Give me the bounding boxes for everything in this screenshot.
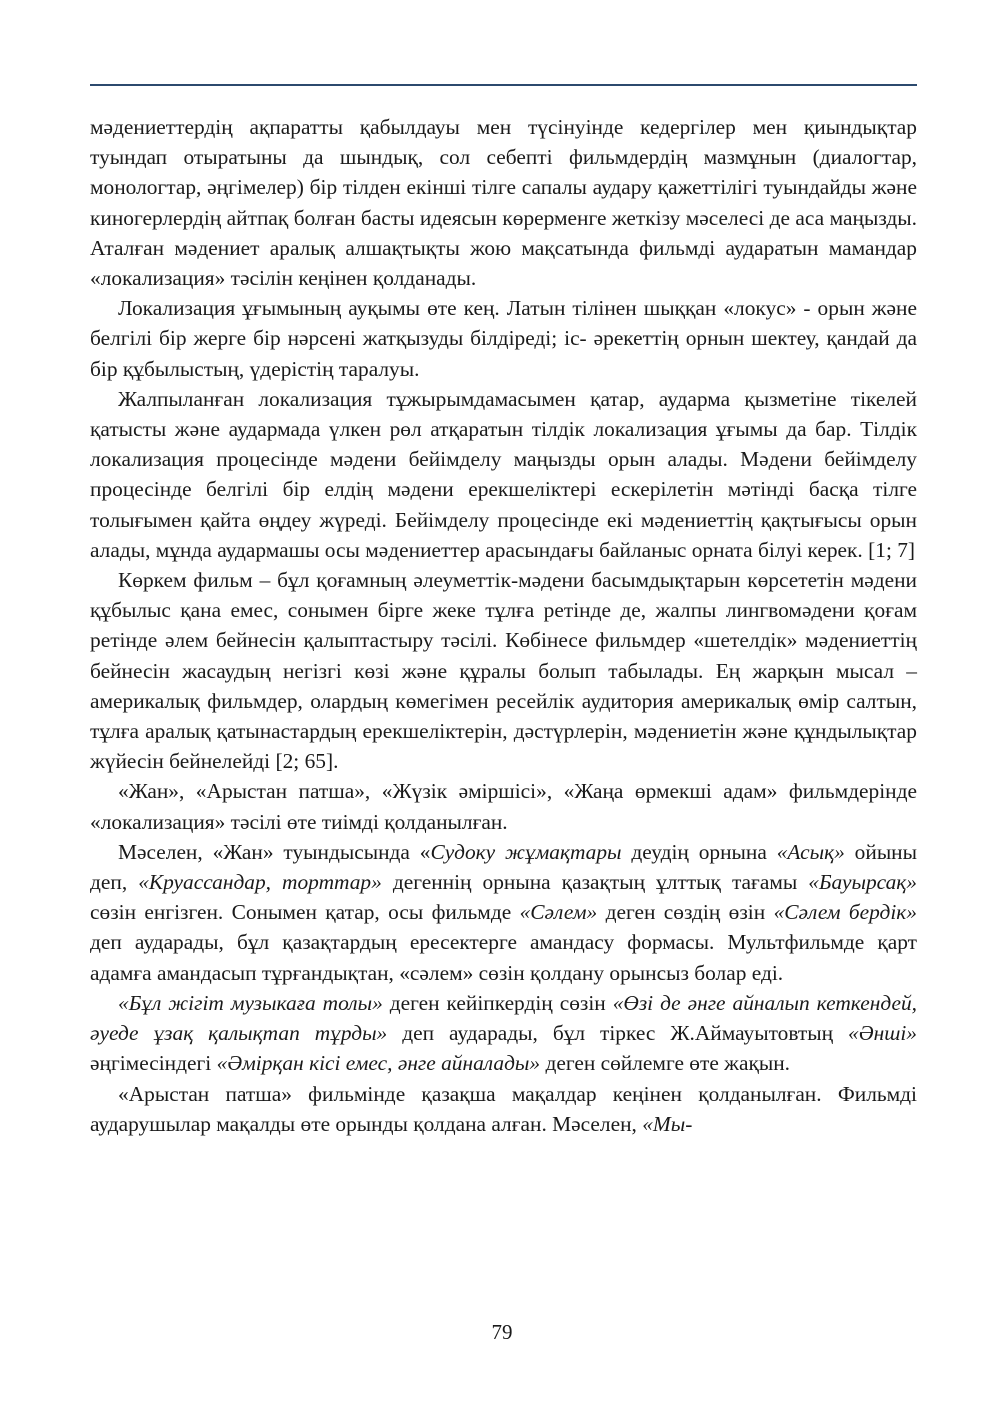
paragraph	[90, 1079, 917, 1139]
text-segment: деп аударады, бұл тіркес Ж.Аймауытовтың	[387, 1021, 849, 1046]
text-segment: ойыны деп,	[90, 839, 918, 895]
body-text	[90, 112, 917, 1139]
text-segment: Локализация ұғымының ауқымы өте кең. Латын тілінен шыққан «локус» - орын және белгілі бір жерге бір нәрсені жатқызуды білдіреді; іс- әрекеттің орнын шектеу, қандай да бір құбылыстың, үдерістің таралуы.	[90, 296, 917, 381]
text-segment: «Арыстан патша» фильмінде қазақша мақалдар кеңінен қолданылған. Фильмді аударушылар мақалды өте орынды қолдана алған. Мәселен,	[90, 1081, 917, 1136]
paragraph	[90, 837, 917, 988]
text-segment: «Жан», «Арыстан патша», «Жүзік әміршісі», «Жаңа өрмекші адам» фильмдерінде «локализация» тәсілі өте тиімді қолданылған.	[90, 779, 917, 834]
italic-text-segment: Судоку жұмақтары	[430, 839, 622, 864]
text-segment: деудің орнына	[621, 839, 777, 864]
text-segment: әңгімесіндегі	[90, 1051, 217, 1076]
header-rule	[90, 84, 917, 86]
text-segment: деп аударады, бұл қазақтардың ересектерге амандасу формасы. Мультфильмде қарт адамға амандасып тұрғандықтан, «сәлем» сөзін қолдану орынсыз болар еді.	[90, 930, 917, 985]
paragraph	[90, 565, 917, 776]
text-segment: Жалпыланған локализация тұжырымдамасымен қатар, аударма қызметіне тікелей қатысты және аудармада үлкен рөл атқаратын тілдік локализация ұғымы да бар. Тілдік локализация процесінде мәдени бейімделу маңызды орын алады. Мәдени бейімделу процесінде белгілі бір елдің мәдени ерекшеліктері ескерілетін мәтінді басқа тілге толығымен қайта өңдеу жүреді. Бейімделу процесінде екі мәдениеттің қақтығысы орын алады, мұнда аудармашы осы мәдениеттер арасындағы байланыс орната білуі керек. [1; 7]	[90, 386, 917, 562]
paragraph	[90, 112, 917, 293]
text-segment: Мәселен, «Жан» туындысында «	[118, 839, 431, 864]
italic-text-segment: «Сәлем бердік»	[773, 900, 917, 925]
paragraph	[90, 988, 917, 1079]
text-segment: сөзін енгізген. Сонымен қатар, осы фильмде	[90, 900, 520, 925]
paragraph	[90, 776, 917, 836]
text-segment: мәдениеттердің ақпаратты қабылдауы мен түсінуінде кедергілер мен қиындықтар туындап отыратыны да шындық, сол себепті фильмдердің мазмұнын (диалогтар, монологтар, әңгімелер) бір тілден екінші тілге сапалы аудару қажеттілігі туындайды және киногерлердің айтпақ болған басты идеясын көрерменге жеткізу мәселесі де аса маңызды. Аталған мәдениет аралық алшақтықты жою мақсатында фильмді аударатын мамандар «локализация» тәсілін кеңінен қолданады.	[90, 115, 917, 291]
text-segment: Көркем фильм – бұл қоғамның әлеуметтік-мәдени басымдықтарын көрсететін мәдени құбылыс қана емес, сонымен бірге жеке тұлға ретінде де, жалпы лингвомәдени қоғам ретінде әлем бейнесін қалыптастыру тәсілі. Көбінесе фильмдер «шетелдік» мәдениеттің бейнесін жасаудың негізгі көзі және құралы болып табылады. Ең жарқын мысал – америкалық фильмдер, олардың көмегімен ресейлік аудитория америкалық өмір салтын, тұлға аралық қатынастардың ерекшеліктерін, дәстүрлерін, мәдениетін және құндылықтар жүйесін бейнелейді [2; 65].	[90, 568, 917, 774]
italic-text-segment: «Әнші»	[848, 1021, 917, 1046]
page-number: 79	[491, 1320, 513, 1344]
text-segment: деген сөздің өзін	[597, 900, 774, 925]
paragraph	[90, 384, 917, 565]
italic-text-segment: «Өзі де әнге айналып кеткендей, әуеде ұзақ қалықтап тұрды»	[90, 990, 917, 1046]
italic-text-segment: «Мы-	[642, 1111, 693, 1136]
italic-text-segment: «Сәлем»	[519, 900, 598, 925]
italic-text-segment: «Круассандар, торттар»	[138, 870, 382, 895]
italic-text-segment: «Асық»	[776, 839, 845, 864]
text-segment: деген кейіпкердің сөзін	[382, 990, 613, 1015]
italic-text-segment: «Бауырсақ»	[808, 870, 917, 895]
paragraph	[90, 293, 917, 384]
text-segment: деген сөйлемге өте жақын.	[540, 1051, 791, 1076]
italic-text-segment: «Бұл жігіт музыкаға толы»	[118, 990, 383, 1015]
italic-text-segment: «Әмірқан кісі емес, әнге айналады»	[216, 1051, 541, 1076]
text-segment: дегеннің орнына қазақтың ұлттық тағамы	[381, 870, 809, 895]
